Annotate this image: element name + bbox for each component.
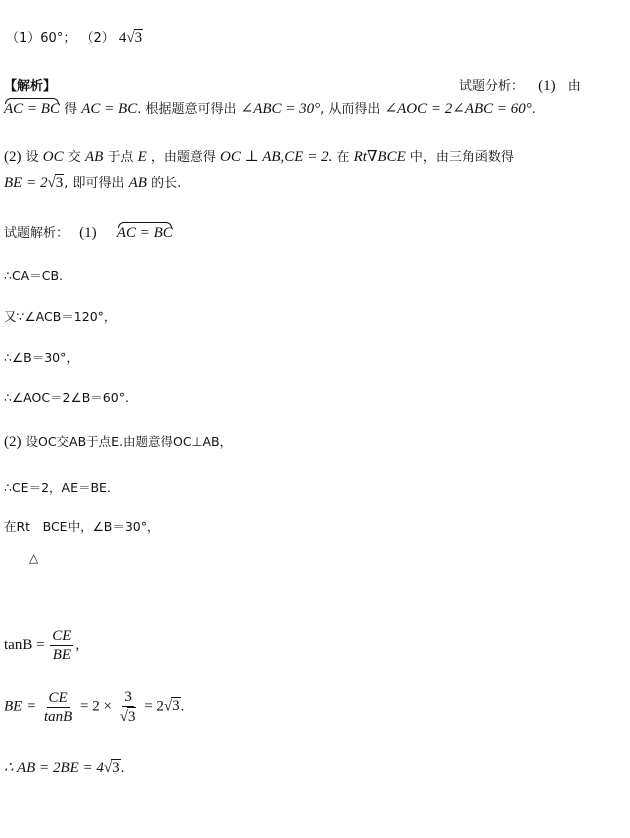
- solution-label-line: [4, 222, 173, 242]
- part-number: (1): [79, 225, 97, 241]
- fraction-denominator: tanB: [43, 708, 73, 725]
- arc-equation: AC = BC: [4, 101, 60, 117]
- fraction-denominator: BE: [52, 647, 72, 663]
- text: 得: [64, 102, 78, 117]
- math-expr: BE = 2: [4, 175, 48, 191]
- math-expr: ,: [75, 636, 80, 653]
- text: 于点: [107, 150, 134, 165]
- math-expr: .: [180, 698, 185, 715]
- analysis-line-1: [4, 98, 536, 118]
- radicand: 3: [172, 698, 180, 715]
- text: .: [531, 102, 536, 117]
- solution-step-5: [4, 432, 232, 451]
- solution-step-1: ∴CA＝CB.: [4, 268, 64, 283]
- solution-step-7: 在Rt BCE中，∠B＝30°，: [4, 519, 160, 534]
- fraction-numerator: CE: [52, 628, 72, 644]
- text: 在: [336, 150, 350, 165]
- arc-equation: AC = BC: [116, 225, 173, 241]
- text: , 从而得出: [320, 102, 381, 117]
- hint-number: (1): [538, 78, 556, 94]
- math-expr: Rt∇BCE: [353, 149, 406, 165]
- math-expr: .: [120, 760, 125, 776]
- be-equation: BE = $\frac{CE}{\tan B}$ = 2 × $\frac{3}{√3}$ = 2√3.: [4, 689, 185, 725]
- analysis-line-2: [4, 146, 514, 166]
- analysis-line-3: BE = 2√3, 即可得出 AB 的长.: [4, 175, 182, 191]
- text: . 根据题意可得出: [137, 102, 237, 117]
- answer-value: 4√3: [118, 30, 143, 46]
- math-expr: BE =: [4, 698, 37, 715]
- fraction-numerator: 3: [124, 689, 132, 705]
- radicand: 3: [112, 760, 120, 776]
- solution-step-4: ∴∠AOC＝2∠B＝60°.: [4, 390, 129, 405]
- math-expr: tanB =: [4, 636, 45, 653]
- math-expr: = 2 ×: [80, 698, 112, 715]
- part-number: (2): [4, 434, 22, 450]
- math-expr: OC: [42, 149, 64, 165]
- fraction-numerator: CE: [48, 689, 68, 706]
- tan-equation: [4, 627, 79, 664]
- math-expr: OC ⊥ AB,CE = 2.: [220, 149, 333, 165]
- analysis-hint-label: [459, 75, 581, 95]
- text: 交: [67, 150, 81, 165]
- solution-step-2: 又∵∠ACB＝120°，: [4, 309, 117, 324]
- answer-line: [6, 27, 143, 47]
- answer-part1: （1）60°；: [6, 31, 77, 46]
- solution-step-6: ∴CE＝2，AE＝BE.: [4, 480, 111, 495]
- solution-label: 试题解析：: [4, 226, 70, 241]
- math-expr: ∠ABC = 30°: [240, 101, 321, 117]
- text: 设: [25, 150, 39, 165]
- analysis-header: 【解析】: [4, 79, 57, 94]
- part-number: (2): [4, 149, 22, 165]
- hint-label: 试题分析：: [459, 79, 525, 94]
- math-expr: = 2: [144, 698, 164, 715]
- text: 中，由三角函数得: [409, 150, 514, 165]
- final-equation: ∴ AB = 2BE = 4√3.: [4, 760, 125, 776]
- solution-step-3: ∴∠B＝30°，: [4, 350, 79, 365]
- triangle-symbol: △: [29, 551, 39, 565]
- text: 的长.: [151, 176, 182, 191]
- math-expr: ∠AOC = 2∠ABC = 60°: [384, 101, 532, 117]
- math-expr: AB: [84, 149, 104, 165]
- math-expr: ∴ AB = 2BE = 4: [4, 760, 104, 776]
- text: , 即可得出: [64, 176, 125, 191]
- math-expr: AB: [128, 175, 147, 191]
- text: ，由题意得: [150, 150, 216, 165]
- answer-part2: （2）: [80, 31, 115, 46]
- math-expr: E: [137, 149, 147, 165]
- text: 设OC交AB于点E.由题意得OC⊥AB，: [25, 434, 233, 449]
- hint-you: 由: [567, 79, 581, 94]
- radicand: 3: [55, 175, 64, 191]
- math-expr: AC = BC: [81, 101, 138, 117]
- fraction-denominator: √3: [119, 709, 136, 725]
